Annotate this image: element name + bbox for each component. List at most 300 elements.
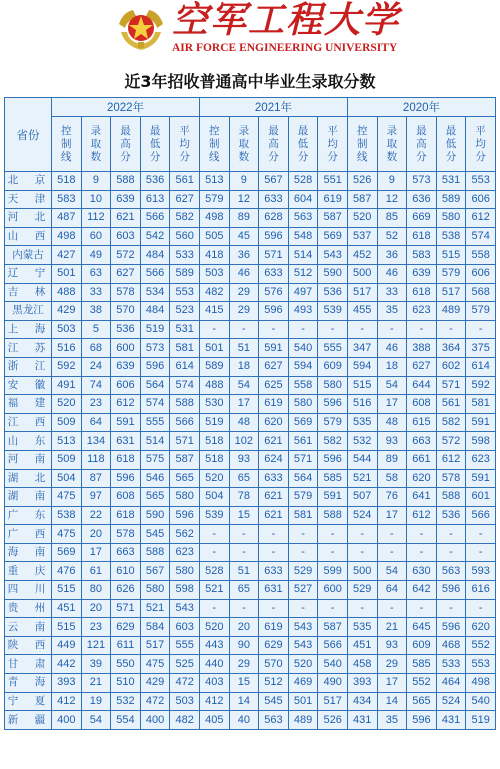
score-cell: - (407, 320, 437, 339)
score-cell: 52 (377, 227, 407, 246)
score-cell: 596 (318, 395, 348, 414)
score-cell: 618 (407, 227, 437, 246)
score-cell: 575 (140, 450, 170, 469)
score-cell: 532 (347, 432, 377, 451)
score-cell: - (347, 543, 377, 562)
score-cell: 567 (259, 172, 289, 191)
score-cell: 553 (170, 283, 200, 302)
metric-header (170, 117, 200, 172)
table-row (5, 283, 496, 302)
score-cell: 629 (259, 636, 289, 655)
table-row (5, 692, 496, 711)
score-cell: 403 (199, 674, 229, 693)
score-cell: 560 (170, 227, 200, 246)
score-cell: 97 (81, 488, 111, 507)
score-cell: - (466, 543, 496, 562)
score-cell: 633 (259, 264, 289, 283)
score-cell: 524 (436, 692, 466, 711)
score-cell: 588 (111, 172, 141, 191)
score-cell: 21 (377, 618, 407, 637)
score-cell: 29 (377, 655, 407, 674)
score-cell: 415 (199, 302, 229, 321)
score-cell: 580 (140, 581, 170, 600)
province-cell: 安 徽 (5, 376, 52, 395)
score-cell: 509 (52, 413, 82, 432)
score-cell: 46 (377, 339, 407, 358)
score-cell: 623 (466, 450, 496, 469)
province-cell: 山 东 (5, 432, 52, 451)
score-cell: 61 (81, 562, 111, 581)
score-cell: 538 (52, 506, 82, 525)
score-cell: 592 (466, 376, 496, 395)
score-cell: 573 (140, 339, 170, 358)
score-cell: 543 (318, 246, 348, 265)
score-cell: 596 (140, 357, 170, 376)
score-cell: 528 (199, 562, 229, 581)
metric-header (111, 117, 141, 172)
score-cell: 64 (377, 581, 407, 600)
score-cell: 58 (377, 469, 407, 488)
score-cell: 570 (111, 302, 141, 321)
score-cell: 489 (436, 302, 466, 321)
score-cell: 507 (347, 488, 377, 507)
metric-header-label: 平均分 (179, 124, 190, 163)
metric-header-label: 录取数 (90, 124, 102, 163)
metric-header-label: 控制线 (356, 124, 368, 163)
score-cell: 609 (318, 357, 348, 376)
score-cell: 603 (170, 618, 200, 637)
score-cell: 583 (407, 246, 437, 265)
score-cell: 543 (170, 599, 200, 618)
score-cell: 64 (81, 413, 111, 432)
province-cell: 四 川 (5, 581, 52, 600)
score-cell: 585 (318, 469, 348, 488)
metric-header-label: 录取数 (386, 124, 398, 163)
score-cell: 598 (170, 581, 200, 600)
score-cell: 431 (436, 711, 466, 730)
score-cell: 529 (288, 562, 318, 581)
score-cell: 504 (52, 469, 82, 488)
score-cell: 528 (288, 172, 318, 191)
score-cell: 608 (111, 488, 141, 507)
table-row (5, 581, 496, 600)
score-cell: 631 (111, 432, 141, 451)
score-cell: 596 (318, 450, 348, 469)
province-cell: 陕 西 (5, 636, 52, 655)
score-cell: 580 (318, 376, 348, 395)
score-cell: 18 (229, 357, 259, 376)
score-cell: 434 (347, 692, 377, 711)
score-cell: 644 (407, 376, 437, 395)
province-cell: 山 西 (5, 227, 52, 246)
score-cell: 531 (170, 320, 200, 339)
score-cell: 590 (318, 264, 348, 283)
table-row (5, 246, 496, 265)
score-cell: 65 (229, 469, 259, 488)
score-cell: 118 (81, 450, 111, 469)
score-cell: 412 (52, 692, 82, 711)
score-cell: 504 (199, 488, 229, 507)
score-cell: 510 (111, 674, 141, 693)
score-cell: - (288, 525, 318, 544)
score-cell: - (318, 599, 348, 618)
score-cell: 639 (407, 264, 437, 283)
score-cell: 596 (111, 469, 141, 488)
score-cell: 627 (259, 357, 289, 376)
score-cell: 565 (407, 692, 437, 711)
score-cell: 588 (170, 395, 200, 414)
table-row (5, 450, 496, 469)
table-row (5, 488, 496, 507)
score-cell: 562 (170, 525, 200, 544)
score-cell: 347 (347, 339, 377, 358)
score-cell: 563 (436, 562, 466, 581)
table-row (5, 190, 496, 209)
table-row (5, 469, 496, 488)
metric-header-label: 最低分 (445, 124, 457, 163)
score-cell: - (436, 525, 466, 544)
score-cell: 468 (436, 636, 466, 655)
score-cell: 600 (111, 339, 141, 358)
metric-header-label: 最高分 (416, 124, 427, 163)
score-cell: - (259, 543, 289, 562)
score-cell: 551 (318, 172, 348, 191)
score-cell: 431 (347, 711, 377, 730)
province-cell: 北 京 (5, 172, 52, 191)
score-cell: 583 (52, 190, 82, 209)
score-cell: 612 (407, 506, 437, 525)
score-cell: 497 (288, 283, 318, 302)
metric-header (318, 117, 348, 172)
score-cell: 582 (318, 432, 348, 451)
province-cell: 广 东 (5, 506, 52, 525)
score-cell: 554 (111, 711, 141, 730)
score-cell: 579 (466, 302, 496, 321)
score-cell: 484 (140, 246, 170, 265)
score-cell: 38 (81, 302, 111, 321)
score-cell: 603 (111, 227, 141, 246)
score-cell: 501 (288, 692, 318, 711)
score-cell: 546 (140, 469, 170, 488)
score-cell: 566 (170, 413, 200, 432)
score-cell: 509 (52, 450, 82, 469)
table-row (5, 636, 496, 655)
score-cell: 33 (377, 283, 407, 302)
score-cell: - (466, 599, 496, 618)
table-row (5, 339, 496, 358)
score-cell: 464 (436, 674, 466, 693)
score-cell: 482 (170, 711, 200, 730)
table-row (5, 506, 496, 525)
score-cell: 563 (259, 711, 289, 730)
score-cell: 22 (81, 506, 111, 525)
score-cell: 517 (347, 283, 377, 302)
score-cell: 512 (259, 674, 289, 693)
metric-header (81, 117, 111, 172)
table-row (5, 172, 496, 191)
score-cell: 624 (259, 450, 289, 469)
table-row (5, 562, 496, 581)
table-row (5, 264, 496, 283)
score-cell: 619 (259, 618, 289, 637)
score-cell: 48 (229, 413, 259, 432)
score-cell: 54 (81, 711, 111, 730)
score-cell: 582 (170, 209, 200, 228)
table-row (5, 209, 496, 228)
score-cell: - (466, 320, 496, 339)
table-row (5, 674, 496, 693)
score-cell: 629 (111, 618, 141, 637)
score-cell: 602 (436, 357, 466, 376)
score-cell: 621 (259, 506, 289, 525)
score-cell: 545 (140, 525, 170, 544)
table-row (5, 320, 496, 339)
table-row (5, 376, 496, 395)
score-cell: 458 (347, 655, 377, 674)
metric-header (347, 117, 377, 172)
score-cell: 543 (288, 618, 318, 637)
score-cell: 663 (111, 543, 141, 562)
score-cell: 39 (81, 655, 111, 674)
score-cell: 574 (140, 395, 170, 414)
score-cell: 587 (318, 618, 348, 637)
score-cell: 501 (199, 339, 229, 358)
score-cell: - (407, 525, 437, 544)
score-cell: 78 (229, 488, 259, 507)
province-cell: 黑龙江 (5, 302, 52, 321)
score-cell: 475 (52, 488, 82, 507)
province-cell: 辽 宁 (5, 264, 52, 283)
score-cell: 89 (377, 450, 407, 469)
score-cell: 609 (407, 636, 437, 655)
score-cell: - (288, 599, 318, 618)
table-row (5, 599, 496, 618)
score-cell: 518 (199, 450, 229, 469)
metric-header-label: 平均分 (327, 124, 338, 163)
score-cell: 633 (259, 190, 289, 209)
score-cell: 45 (229, 227, 259, 246)
score-cell: 440 (199, 655, 229, 674)
score-cell: 596 (436, 581, 466, 600)
score-cell: 515 (347, 376, 377, 395)
score-cell: 620 (407, 469, 437, 488)
metric-header (52, 117, 82, 172)
table-row (5, 227, 496, 246)
score-cell: 531 (436, 172, 466, 191)
score-cell: 620 (259, 413, 289, 432)
score-cell: 591 (259, 339, 289, 358)
score-cell: 35 (377, 711, 407, 730)
score-cell: 628 (259, 209, 289, 228)
score-cell: - (199, 320, 229, 339)
score-cell: 14 (229, 692, 259, 711)
province-cell: 宁 夏 (5, 692, 52, 711)
score-cell: 9 (377, 172, 407, 191)
score-cell: 553 (466, 172, 496, 191)
score-cell: 614 (170, 357, 200, 376)
score-cell: 535 (347, 413, 377, 432)
score-cell: 23 (81, 618, 111, 637)
metric-header-label: 控制线 (209, 124, 220, 163)
score-cell: 594 (347, 357, 377, 376)
score-cell: 619 (318, 190, 348, 209)
score-cell: 521 (199, 581, 229, 600)
score-cell: 536 (436, 506, 466, 525)
score-cell: 520 (199, 618, 229, 637)
score-table (4, 97, 496, 730)
score-cell: 65 (229, 581, 259, 600)
score-cell: 518 (52, 172, 82, 191)
score-cell: 90 (229, 636, 259, 655)
score-cell: 102 (229, 432, 259, 451)
metric-header-label: 最高分 (268, 124, 279, 163)
score-cell: 533 (170, 246, 200, 265)
score-cell: - (347, 599, 377, 618)
score-cell: 606 (466, 264, 496, 283)
score-cell: 46 (229, 264, 259, 283)
score-cell: 87 (81, 469, 111, 488)
score-cell: 616 (466, 581, 496, 600)
score-cell: 611 (111, 636, 141, 655)
table-row (5, 618, 496, 637)
score-cell: - (259, 525, 289, 544)
score-cell: 563 (288, 209, 318, 228)
score-cell: 490 (318, 674, 348, 693)
score-cell: 514 (288, 246, 318, 265)
score-cell: 645 (407, 618, 437, 637)
score-cell: 523 (170, 302, 200, 321)
score-cell: 566 (140, 264, 170, 283)
score-cell: - (347, 320, 377, 339)
score-cell: 488 (52, 283, 82, 302)
score-cell: 536 (140, 172, 170, 191)
score-cell: 74 (81, 376, 111, 395)
score-cell: 580 (170, 488, 200, 507)
score-cell: 669 (407, 209, 437, 228)
score-cell: 498 (199, 209, 229, 228)
score-cell: 517 (436, 283, 466, 302)
score-cell: 569 (52, 543, 82, 562)
score-cell: - (288, 543, 318, 562)
score-cell: 571 (259, 246, 289, 265)
score-cell: 639 (111, 357, 141, 376)
score-cell: 54 (377, 562, 407, 581)
score-cell: 539 (199, 506, 229, 525)
score-cell: 17 (377, 674, 407, 693)
score-cell: 514 (140, 432, 170, 451)
university-english-name: AIR FORCE ENGINEERING UNIVERSITY (172, 42, 398, 54)
score-cell: 501 (52, 264, 82, 283)
score-cell: 606 (111, 376, 141, 395)
score-cell: - (436, 599, 466, 618)
score-cell: 29 (229, 302, 259, 321)
score-cell: 540 (318, 655, 348, 674)
score-cell: 503 (199, 264, 229, 283)
score-cell: 579 (288, 488, 318, 507)
score-cell: 630 (407, 562, 437, 581)
score-cell: 578 (111, 283, 141, 302)
score-cell: 63 (81, 264, 111, 283)
score-cell: 587 (318, 209, 348, 228)
score-cell: 561 (288, 432, 318, 451)
score-cell: 623 (407, 302, 437, 321)
score-cell: 599 (318, 562, 348, 581)
score-cell: 555 (318, 339, 348, 358)
score-cell: 513 (52, 432, 82, 451)
score-cell: 484 (140, 302, 170, 321)
score-cell: 21 (81, 674, 111, 693)
year-header-2021: 2021年 (199, 98, 347, 117)
score-cell: 93 (229, 450, 259, 469)
score-cell: 36 (229, 246, 259, 265)
score-cell: 418 (199, 246, 229, 265)
score-cell: 429 (140, 674, 170, 693)
score-cell: - (229, 543, 259, 562)
metric-header-label: 最低分 (149, 124, 161, 163)
score-cell: 558 (288, 376, 318, 395)
score-cell: 627 (407, 357, 437, 376)
score-cell: 627 (170, 190, 200, 209)
score-cell: 10 (81, 190, 111, 209)
score-cell: - (377, 320, 407, 339)
score-cell: 589 (436, 190, 466, 209)
score-cell: - (318, 543, 348, 562)
metric-header (407, 117, 437, 172)
score-cell: 621 (259, 432, 289, 451)
score-cell: 452 (347, 246, 377, 265)
score-cell: 19 (81, 692, 111, 711)
score-cell: 587 (170, 450, 200, 469)
score-cell: 533 (436, 655, 466, 674)
score-cell: 54 (229, 376, 259, 395)
metric-header (199, 117, 229, 172)
score-cell: 596 (170, 506, 200, 525)
score-cell: 540 (288, 339, 318, 358)
metric-header (377, 117, 407, 172)
score-cell: 606 (466, 190, 496, 209)
year-header-2020: 2020年 (347, 98, 495, 117)
score-cell: 591 (318, 488, 348, 507)
score-cell: 516 (347, 395, 377, 414)
metric-header (140, 117, 170, 172)
score-cell: 20 (81, 599, 111, 618)
score-cell: 527 (288, 581, 318, 600)
score-cell: 427 (52, 246, 82, 265)
score-cell: 589 (199, 357, 229, 376)
score-cell: 517 (318, 692, 348, 711)
score-cell: 537 (347, 227, 377, 246)
table-row (5, 543, 496, 562)
score-cell: 565 (140, 488, 170, 507)
score-cell: 641 (407, 488, 437, 507)
score-cell: 558 (466, 246, 496, 265)
score-cell: 591 (111, 413, 141, 432)
score-cell: 375 (466, 339, 496, 358)
score-cell: 618 (111, 506, 141, 525)
score-cell: 35 (377, 302, 407, 321)
score-cell: - (377, 525, 407, 544)
table-row (5, 302, 496, 321)
province-cell: 内蒙古 (5, 246, 52, 265)
province-cell: 新 疆 (5, 711, 52, 730)
score-cell: 604 (288, 190, 318, 209)
score-cell: - (347, 525, 377, 544)
province-cell: 河 南 (5, 450, 52, 469)
score-cell: 621 (259, 488, 289, 507)
score-cell: 516 (52, 339, 82, 358)
score-cell: 121 (81, 636, 111, 655)
score-cell: - (318, 525, 348, 544)
